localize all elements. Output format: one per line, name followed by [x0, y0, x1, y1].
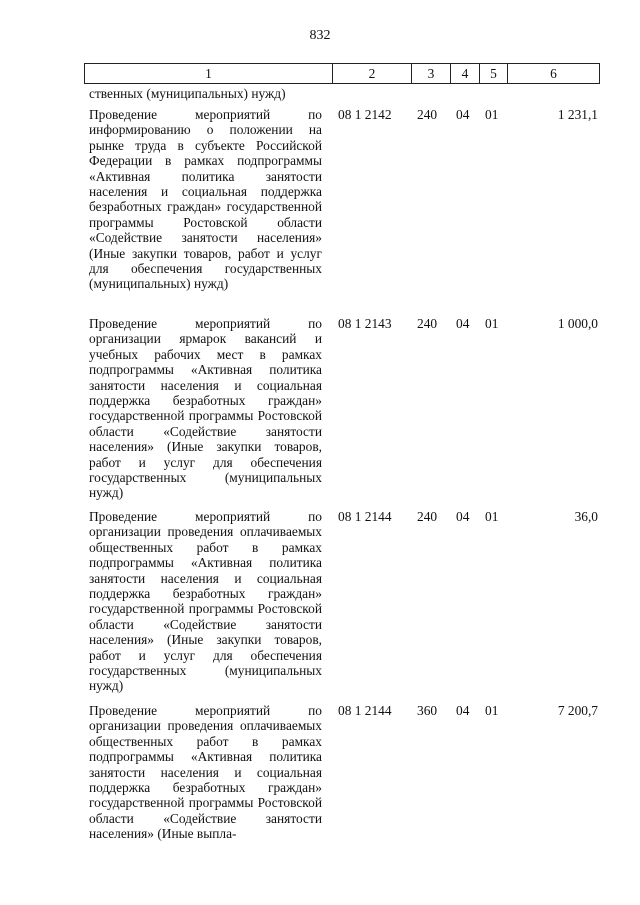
row-description: Проведение мероприятий по организации ярмарок вакансий и учебных рабочих мест в рамках подпрограммы «Активная политика занятости населения и социальная поддержка безработных граждан» государственной программы Ростовской области «Содействие занятости населения» (Иные закупки товаров, работ и услуг для обеспечения государственных (муниципальных нужд) [89, 316, 322, 501]
column-header-6: 6 [507, 64, 599, 83]
row-vr: 240 [417, 509, 438, 524]
row-code: 08 1 2144 [338, 509, 392, 524]
row-code: 08 1 2144 [338, 703, 392, 718]
row-description: Проведение мероприятий по организации проведения оплачиваемых общественных работ в рамках подпрограммы «Активная политика занятости населения и социальная поддержка безработных граждан» государственной программы Ростовской области «Содействие занятости населения» (Иные выпла- [89, 703, 322, 842]
row-amount: 7 200,7 [557, 703, 598, 718]
row-amount: 1 000,0 [557, 316, 598, 331]
column-header-2: 2 [332, 64, 411, 83]
column-header-3: 3 [411, 64, 450, 83]
row-description: Проведение мероприятий по информированию о положении на рынке труда в субъекте Российской Федерации в рамках подпрограммы «Активная политика занятости населения и социальная поддержка безработных граждан» государственной программы Ростовской области «Содействие занятости населения» (Иные закупки товаров, работ и услуг для обеспечения государственных (муниципальных) нужд) [89, 107, 322, 292]
row-code: 08 1 2142 [338, 107, 392, 122]
column-header-1: 1 [205, 66, 212, 81]
row-description: Проведение мероприятий по организации проведения оплачиваемых общественных работ в рамках подпрограммы «Активная политика занятости населения и социальная поддержка безработных граждан» государственной программы Ростовской области «Содействие занятости населения» (Иные закупки товаров, работ и услуг для обеспечения государственных (муниципальных нужд) [89, 509, 322, 694]
row-pr: 01 [485, 107, 499, 122]
column-header-5: 5 [479, 64, 507, 83]
row-vr: 360 [417, 703, 438, 718]
row-rz: 04 [456, 509, 470, 524]
row-rz: 04 [456, 316, 470, 331]
row-rz: 04 [456, 703, 470, 718]
row-vr: 240 [417, 316, 438, 331]
row-amount: 36,0 [574, 509, 598, 524]
row-amount: 1 231,1 [557, 107, 598, 122]
row-vr: 240 [417, 107, 438, 122]
row-code: 08 1 2143 [338, 316, 392, 331]
column-header-4: 4 [450, 64, 479, 83]
row-rz: 04 [456, 107, 470, 122]
page-number: 832 [309, 28, 331, 43]
row-pr: 01 [485, 316, 499, 331]
row-pr: 01 [485, 509, 499, 524]
table-header [84, 63, 600, 84]
row-pr: 01 [485, 703, 499, 718]
continuation-text: ственных (муниципальных) нужд) [89, 86, 286, 101]
